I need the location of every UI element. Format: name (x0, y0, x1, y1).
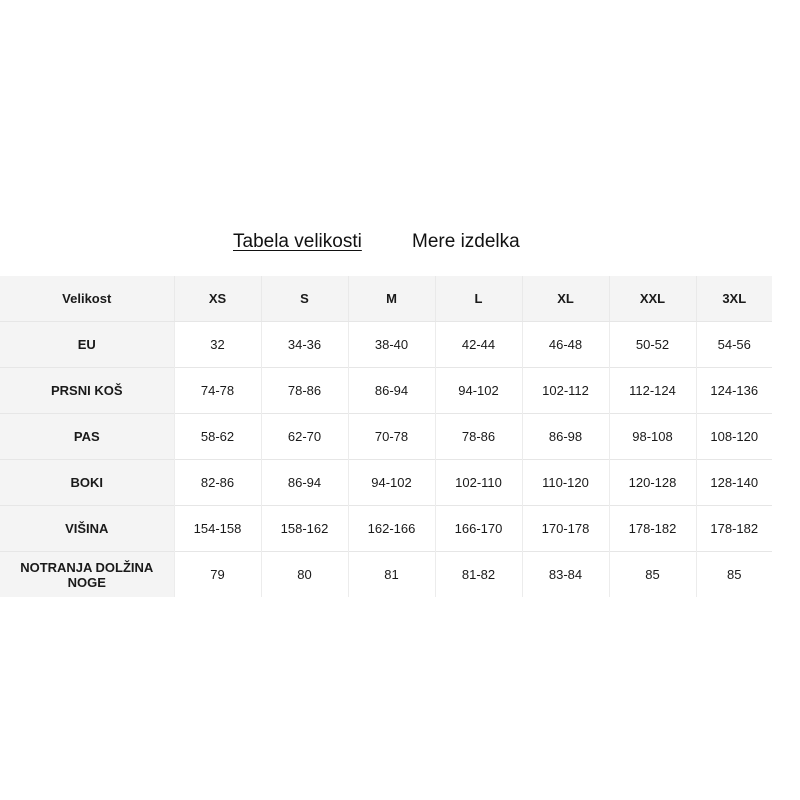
table-cell: 54-56 (696, 322, 772, 368)
header-label-cell: Velikost (0, 276, 174, 322)
size-header-m: M (348, 276, 435, 322)
table-row (0, 506, 772, 552)
table-cell: 110-120 (522, 460, 609, 506)
size-header-xl: XL (522, 276, 609, 322)
table-cell: 94-102 (435, 368, 522, 414)
size-header-xxl: XXL (609, 276, 696, 322)
table-cell: 178-182 (696, 506, 772, 552)
row-label-inseam: NOTRANJA DOLŽINA NOGE (0, 552, 174, 598)
table-cell: 85 (696, 552, 772, 598)
table-cell: 178-182 (609, 506, 696, 552)
table-cell: 74-78 (174, 368, 261, 414)
row-label-hips: BOKI (0, 460, 174, 506)
size-header-3xl: 3XL (696, 276, 772, 322)
table-cell: 32 (174, 322, 261, 368)
table-cell: 46-48 (522, 322, 609, 368)
table-cell: 38-40 (348, 322, 435, 368)
tab-product-measurements[interactable]: Mere izdelka (412, 231, 520, 252)
table-cell: 42-44 (435, 322, 522, 368)
table-cell: 162-166 (348, 506, 435, 552)
table-cell: 78-86 (435, 414, 522, 460)
table-cell: 128-140 (696, 460, 772, 506)
size-header-l: L (435, 276, 522, 322)
row-label-height: VIŠINA (0, 506, 174, 552)
table-cell: 80 (261, 552, 348, 598)
row-label-eu: EU (0, 322, 174, 368)
table-cell: 170-178 (522, 506, 609, 552)
table-cell: 108-120 (696, 414, 772, 460)
tab-size-chart[interactable]: Tabela velikosti (233, 231, 362, 252)
size-guide-tabs (0, 228, 800, 256)
table-cell: 83-84 (522, 552, 609, 598)
table-header-row (0, 276, 772, 322)
table-row (0, 322, 772, 368)
table-cell: 86-94 (348, 368, 435, 414)
table-cell: 34-36 (261, 322, 348, 368)
table-cell: 85 (609, 552, 696, 598)
size-chart-table (0, 276, 772, 597)
table-cell: 120-128 (609, 460, 696, 506)
table-cell: 81 (348, 552, 435, 598)
table-cell: 102-112 (522, 368, 609, 414)
table-cell: 62-70 (261, 414, 348, 460)
table-cell: 124-136 (696, 368, 772, 414)
table-cell: 86-94 (261, 460, 348, 506)
table-cell: 79 (174, 552, 261, 598)
table-cell: 154-158 (174, 506, 261, 552)
table-cell: 102-110 (435, 460, 522, 506)
table-row (0, 368, 772, 414)
table-cell: 166-170 (435, 506, 522, 552)
size-header-s: S (261, 276, 348, 322)
table-row (0, 460, 772, 506)
row-label-waist: PAS (0, 414, 174, 460)
table-cell: 112-124 (609, 368, 696, 414)
size-header-xs: XS (174, 276, 261, 322)
table-cell: 82-86 (174, 460, 261, 506)
table-cell: 94-102 (348, 460, 435, 506)
table-cell: 81-82 (435, 552, 522, 598)
table-cell: 50-52 (609, 322, 696, 368)
table-cell: 70-78 (348, 414, 435, 460)
table-cell: 58-62 (174, 414, 261, 460)
table-cell: 78-86 (261, 368, 348, 414)
table-cell: 158-162 (261, 506, 348, 552)
table-cell: 98-108 (609, 414, 696, 460)
row-label-bust: PRSNI KOŠ (0, 368, 174, 414)
table-row (0, 552, 772, 598)
table-row (0, 414, 772, 460)
table-cell: 86-98 (522, 414, 609, 460)
